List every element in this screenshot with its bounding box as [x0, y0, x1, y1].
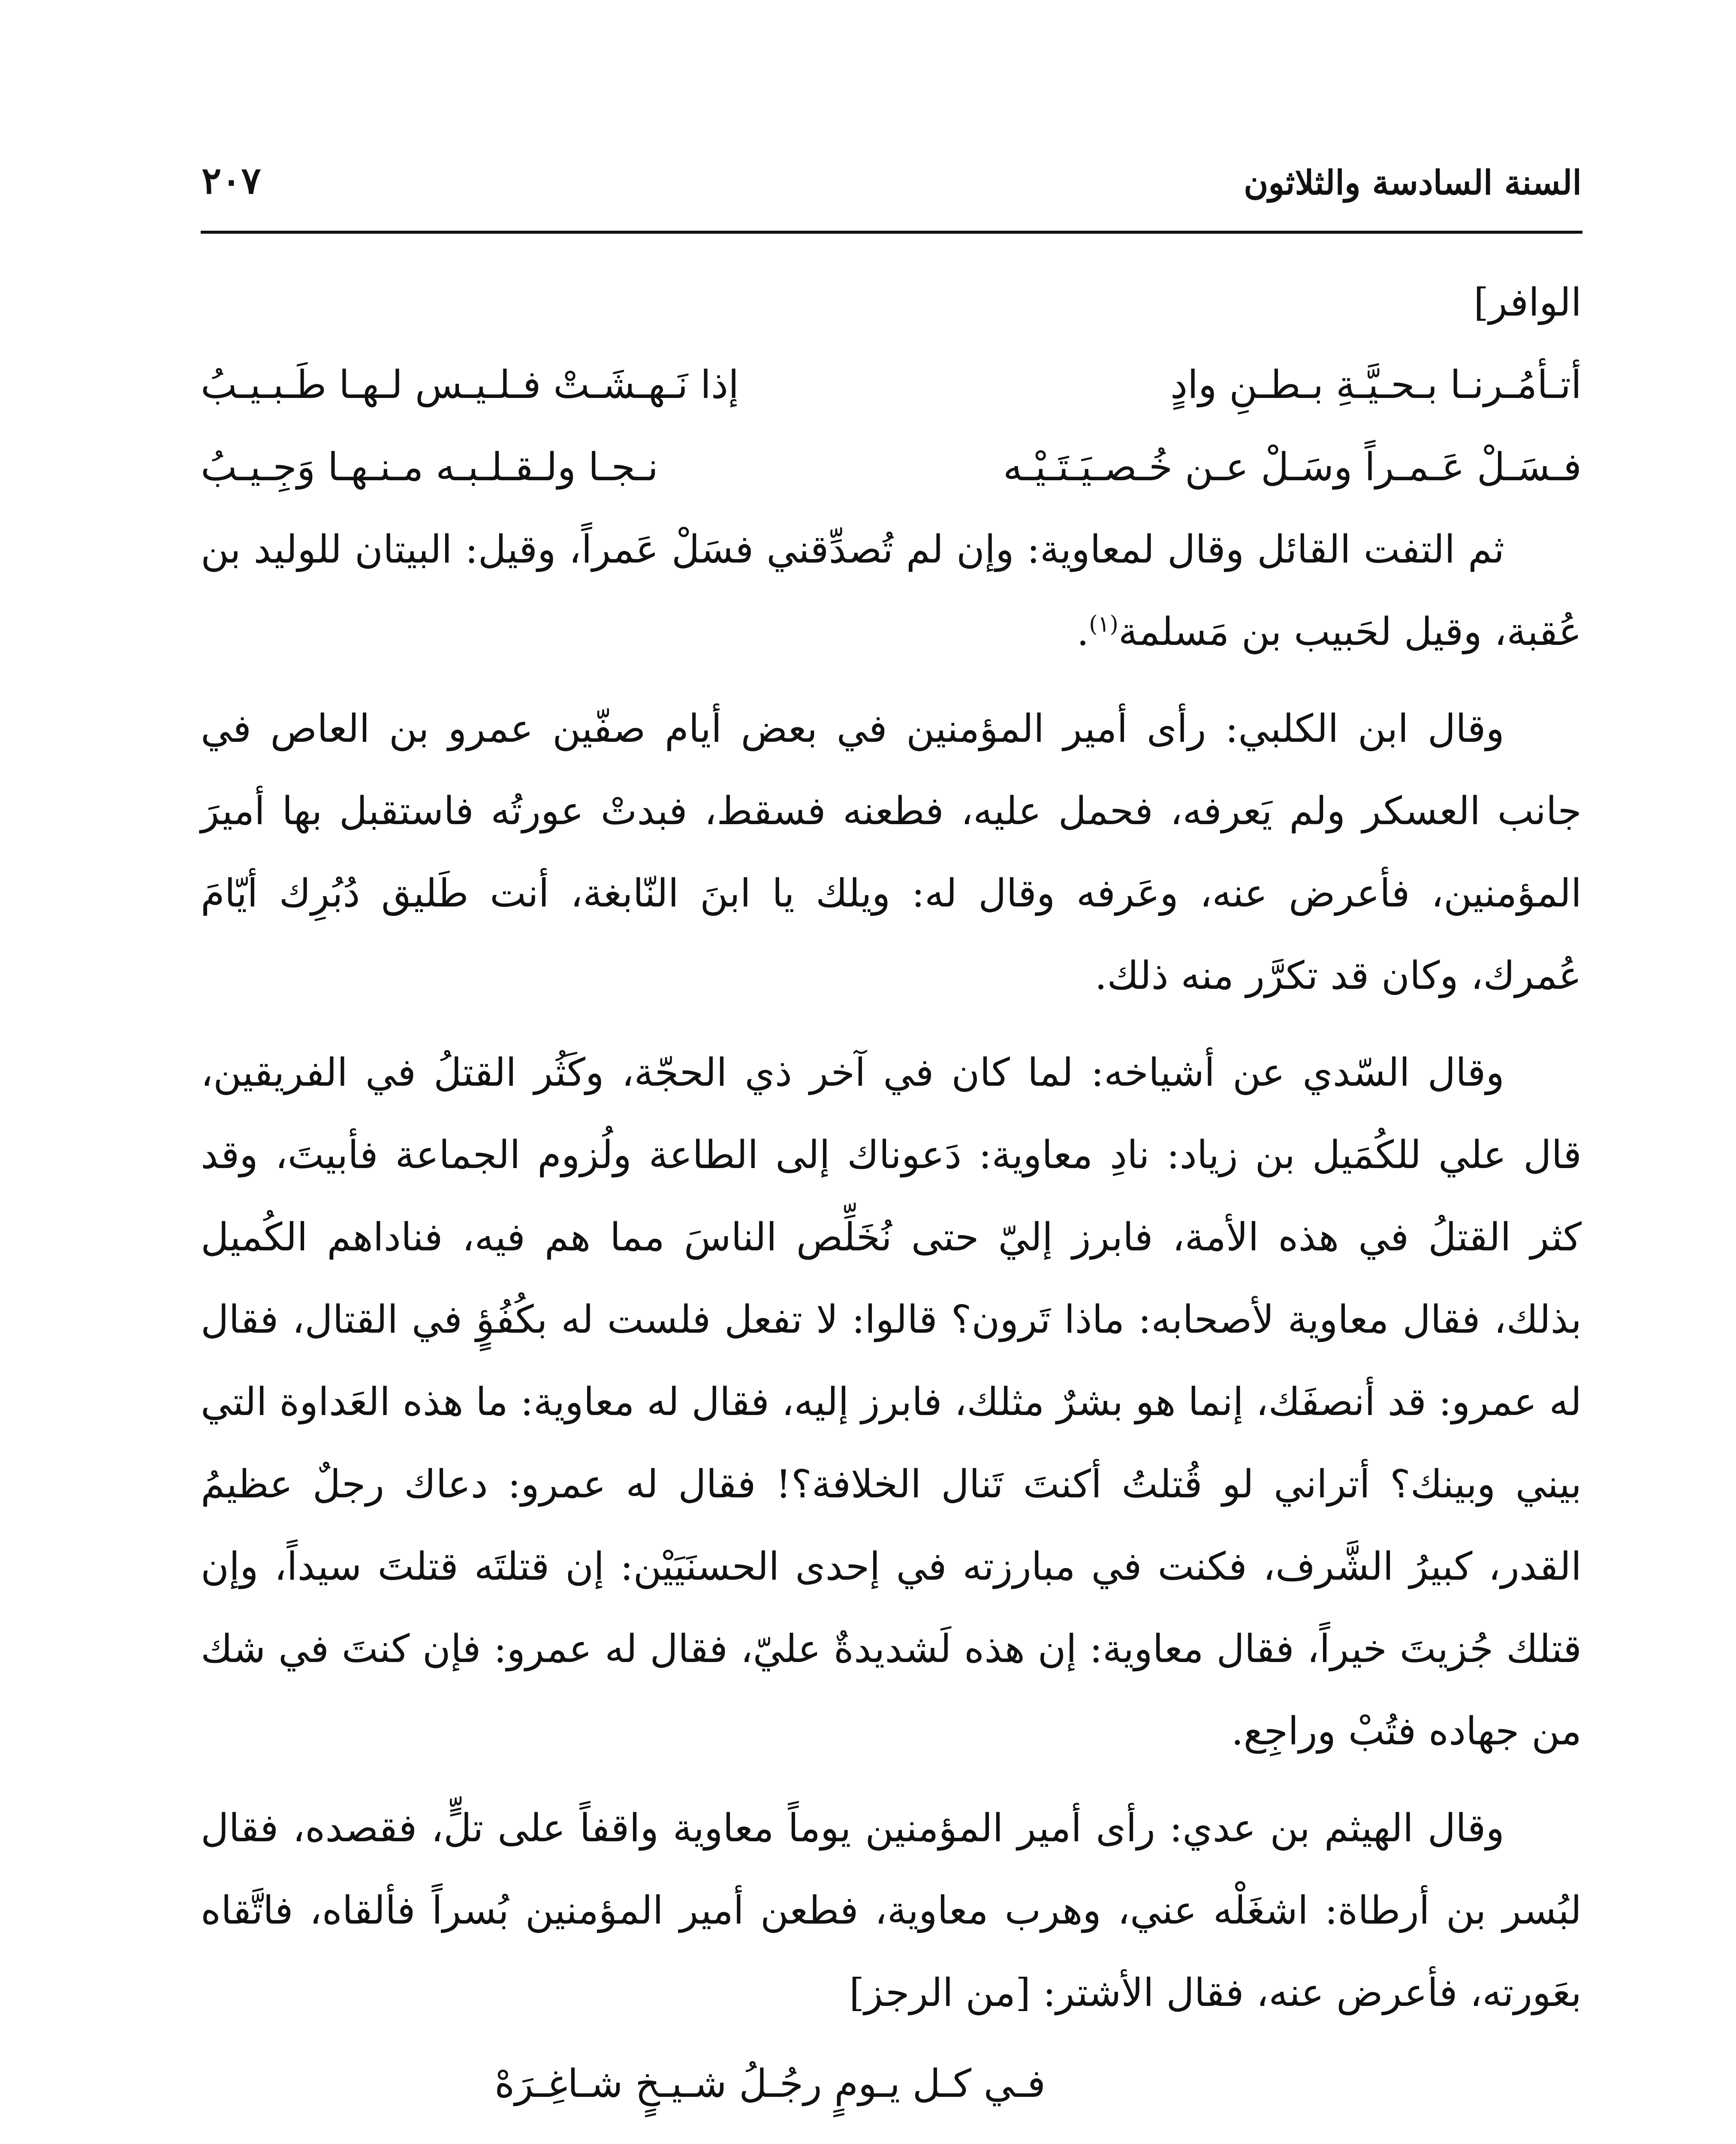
paragraph-end: . — [1076, 609, 1089, 654]
verse-first-hemistich: أتـأمُـرنـا بـحـيَّـةِ بـطـنِ وادٍ — [1170, 362, 1582, 407]
rajaz-poem — [201, 2043, 1582, 2144]
paragraph: وقال ابن الكلبي: رأى أمير المؤمنين في بعض أيام صفّين عمرو بن العاص في جانب العسكر ولم يَعرفه، فحمل عليه، فطعنه فسقط، فبدتْ عورتُه فاستقبل بها أميرَ المؤمنين، فأعرض عنه، وعَرفه وقال له: ويلك يا ابنَ النّابغة، أنت طَليق دُبُرِك أيّامَ عُمرك، وكان قد تكرَّر منه ذلك. — [201, 706, 1582, 998]
verse-first-hemistich: فـسَـلْ عَـمـراً وسَـلْ عـن خُـصـيَـتَـيْـه — [1003, 445, 1582, 490]
main-text — [201, 262, 1582, 2144]
header-divider — [201, 231, 1582, 234]
meter-label: الوافر] — [1474, 280, 1582, 325]
running-title: السنة السادسة والثلاثون — [1244, 163, 1582, 202]
page-number: ٢٠٧ — [202, 159, 261, 202]
paragraph — [201, 509, 1582, 673]
verse-line — [201, 344, 1582, 426]
paragraph: وقال السّدي عن أشياخه: لما كان في آخر ذي الحجّة، وكَثُر القتلُ في الفريقين، قال علي للكُمَيل بن زياد: نادِ معاوية: دَعوناك إلى الطاعة ولُزوم الجماعة فأبيتَ، وقد كثر القتلُ في هذه الأمة، فابرز إليّ حتى نُخَلِّص الناسَ مما هم فيه، فناداهم الكُميل بذلك، فقال معاوية لأصحابه: ماذا تَرون؟ قالوا: لا تفعل فلست له بكُفُؤٍ في القتال، فقال له عمرو: قد أنصفَك، إنما هو بشرٌ مثلك، فابرز إليه، فقال له معاوية: ما هذه العَداوة التي بيني وبينك؟ أتراني لو قُتلتُ أكنتَ تَنال الخلافة؟! فقال له عمرو: دعاك رجلٌ عظيمُ القدر، كبيرُ الشَّرف، فكنت في مبارزته في إحدى الحسنَيَيْن: إن قتلتَه قتلتَ سيداً، وإن قتلك جُزيتَ خيراً، فقال معاوية: إن هذه لَشديدةٌ عليّ، فقال له عمرو: فإن كنتَ في شك من جهاده فتُبْ وراجِع. — [201, 1050, 1582, 1754]
verse-second-hemistich: إذا نَـهـشَـتْ فـلـيـس لـهـا طَـبـيـبُ — [201, 362, 739, 407]
poem-line — [201, 2125, 1582, 2144]
footnote-reference: (١) — [1089, 611, 1118, 637]
verse-line — [201, 426, 1582, 509]
paragraph: وقال الهيثم بن عدي: رأى أمير المؤمنين يوماً معاوية واقفاً على تلٍّ، فقصده، فقال لبُسر بن أرطاة: اشغَلْه عني، وهرب معاوية، فطعن أمير المؤمنين بُسراً فألقاه، فاتَّقاه بعَورته، فأعرض عنه، فقال الأشتر: [من الرجز] — [201, 1806, 1582, 2015]
verse-second-hemistich: نـجـا ولـقـلـبـه مـنـهـا وَجِـيـبُ — [201, 445, 658, 490]
poem-line: فـي كـل يـومٍ رجُـلُ شـيـخٍ شـاغِـرَهْ — [494, 2061, 1046, 2106]
paragraph-text: ثم التفت القائل وقال لمعاوية: وإن لم تُصدِّقني فسَلْ عَمراً، وقيل: البيتان للوليد بن عُقبة، وقيل لحَبيب بن مَسلمة — [201, 527, 1582, 654]
